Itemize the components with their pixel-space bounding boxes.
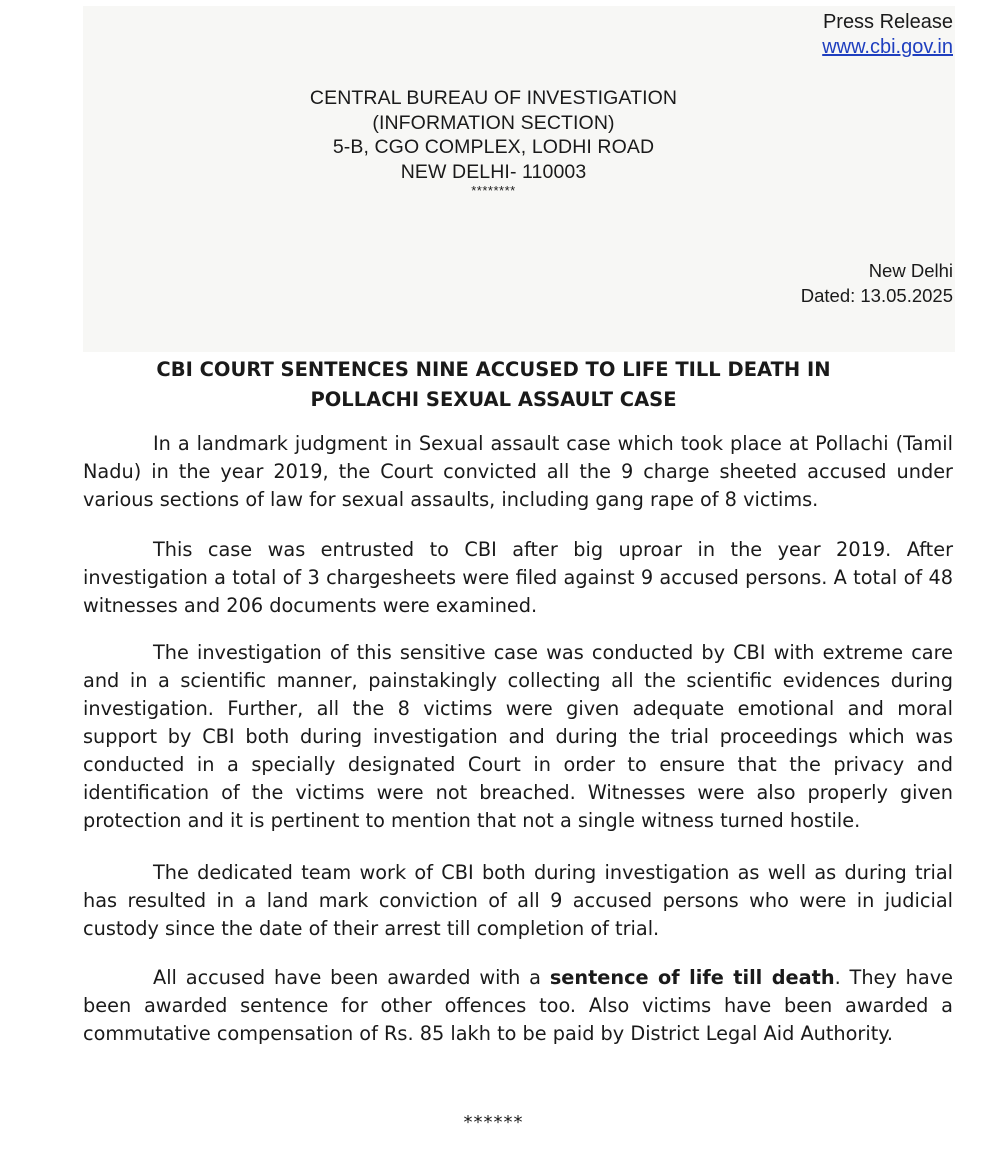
press-release-label: Press Release: [822, 11, 953, 33]
end-marker: ******: [463, 1112, 524, 1133]
page-title: [0, 355, 987, 415]
paragraph-1: In a landmark judgment in Sexual assault case which took place at Pollachi (Tamil Nadu) in the year 2019, the Court convicted all the 9 charge sheeted accused under various sections of law for sexual assaults, including gang rape of 8 victims.: [83, 432, 953, 511]
paragraph-2: This case was entrusted to CBI after big uproar in the year 2019. After investigation a total of 3 chargesheets were filed against 9 accused persons. A total of 48 witnesses and 206 documents were examined.: [83, 538, 953, 617]
dateline: [801, 258, 953, 308]
organization-name: CENTRAL BUREAU OF INVESTIGATION: [309, 87, 678, 109]
press-release-block: [822, 10, 953, 60]
paragraph-3: The investigation of this sensitive case was conducted by CBI with extreme care and in a scientific manner, painstakingly collecting all the scientific evidences during investigation. Further, all the 8 victims were given adequate emotional and moral support by CBI both during investigation and during the trial proceedings which was conducted in a specially designated Court in order to ensure that the privacy and identification of the victims were not breached. Witnesses were also properly given protection and it is pertinent to mention that not a single witness turned hostile.: [83, 641, 953, 832]
address-line-1: 5-B, CGO COMPLEX, LODHI ROAD: [332, 136, 655, 158]
paragraph-5-start: All accused have been awarded with a: [153, 966, 550, 989]
organization-section: (INFORMATION SECTION): [372, 111, 615, 134]
dateline-place: New Delhi: [868, 260, 953, 281]
paragraph-5-end: . They have been awarded sentence for other offences too. Also victims have been awarded a commutative compensation of Rs. 85 lakh to be paid by District Legal Aid Authority.: [83, 966, 953, 1045]
header-separator: ********: [471, 183, 516, 198]
dateline-date: Dated: 13.05.2025: [800, 285, 953, 306]
headline-line-2: POLLACHI SEXUAL ASSAULT CASE: [310, 388, 677, 411]
website-link[interactable]: www.cbi.gov.in: [822, 36, 953, 58]
paragraph-5: [83, 964, 953, 1048]
sentence-highlight: sentence of life till death: [549, 966, 835, 989]
paragraph-4: The dedicated team work of CBI both during investigation as well as during trial has resulted in a land mark conviction of all 9 accused persons who were in judicial custody since the date of their arrest till completion of trial.: [83, 861, 953, 940]
headline-line-1: CBI COURT SENTENCES NINE ACCUSED TO LIFE TILL DEATH IN: [156, 358, 831, 381]
article-body: [83, 430, 953, 1070]
organization-address: [0, 86, 987, 198]
address-line-2: NEW DELHI- 110003: [400, 160, 587, 183]
